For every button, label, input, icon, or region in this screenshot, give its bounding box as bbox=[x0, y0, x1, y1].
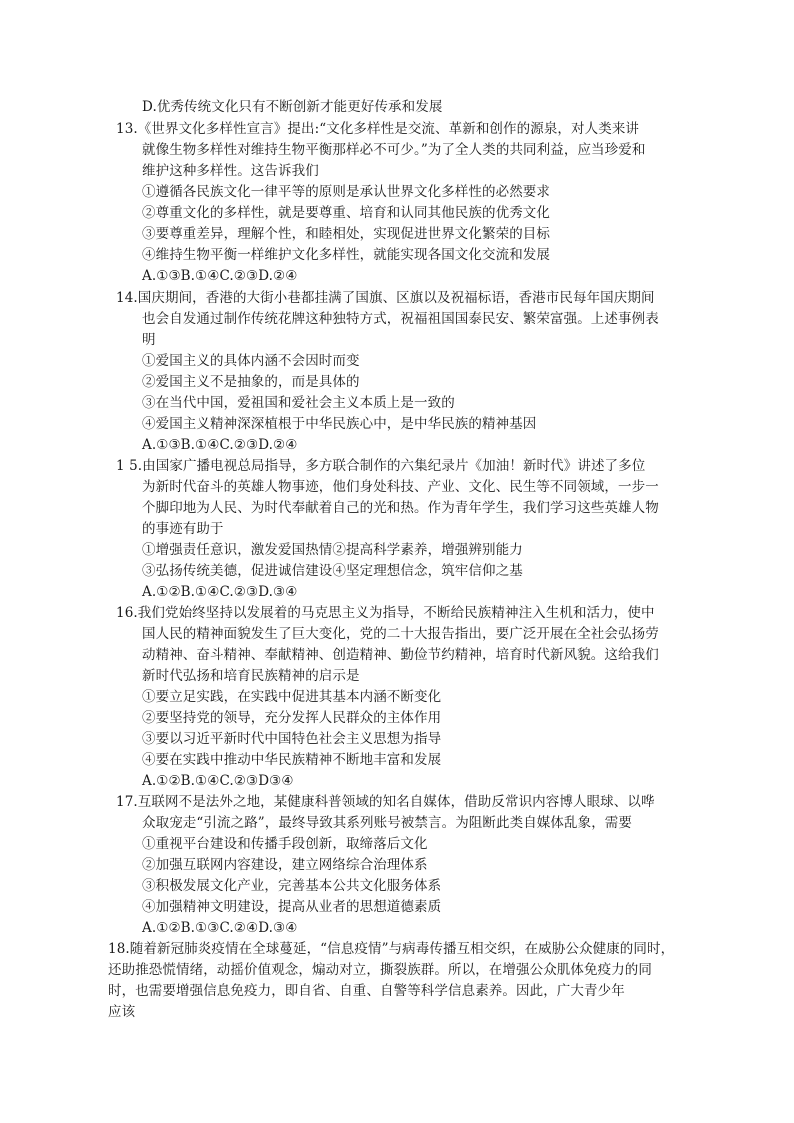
text-line: 维护这种多样性。这告诉我们 bbox=[142, 163, 319, 179]
text-line: 还助推恐慌情绪，动摇价值观念，煽动对立，撕裂族群。所以，在增强公众肌体免疫力的同 bbox=[108, 962, 652, 978]
text-line: ④加强精神文明建设，提高从业者的思想道德素质 bbox=[142, 899, 442, 915]
text-line: 17.互联网不是法外之地，某健康科普领域的知名自媒体，借助反常识内容博人眼球、以哗 bbox=[116, 794, 655, 810]
text-line: 16.我们党始终坚持以发展着的马克思主义为指导，不断给民族精神注入生机和活力，使中 bbox=[116, 605, 655, 621]
text-line: ③在当代中国，爱祖国和爱社会主义本质上是一致的 bbox=[142, 395, 455, 411]
text-line: ④要在实践中推动中华民族精神不断地丰富和发展 bbox=[142, 752, 442, 768]
text-line: ①遵循各民族文化一律平等的原则是承认世界文化多样性的必然要求 bbox=[142, 184, 550, 200]
text-line: ②爱国主义不是抽象的，而是具体的 bbox=[142, 374, 360, 390]
text-line: 1 5.由国家广播电视总局指导，多方联合制作的六集纪录片《加油！新时代》讲述了多位 bbox=[116, 458, 646, 474]
text-line: 动精神、奋斗精神、奉献精神、创造精神、勤俭节约精神，培育时代新风貌。这给我们 bbox=[142, 647, 659, 663]
text-line: ③要尊重差异，理解个性，和睦相处，实现促进世界文化繁荣的目标 bbox=[142, 226, 550, 242]
text-line: A.①②B.①③C.②④D.③④ bbox=[142, 920, 298, 936]
text-line: 应该 bbox=[108, 1004, 136, 1020]
text-line: ②尊重文化的多样性，就是要尊重、培育和认同其他民族的优秀文化 bbox=[142, 205, 550, 221]
text-line: 国人民的精神面貌发生了巨大变化，党的二十大报告指出，要广泛开展在全社会弘扬劳 bbox=[142, 626, 659, 642]
text-line: 为新时代奋斗的英雄人物事迹，他们身处科技、产业、文化、民生等不同领域，一步一 bbox=[142, 479, 659, 495]
text-line: ③要以习近平新时代中国特色社会主义思想为指导 bbox=[142, 731, 442, 747]
text-line: ②要坚持党的领导，充分发挥人民群众的主体作用 bbox=[142, 710, 442, 726]
text-line: 14.国庆期间，香港的大街小巷都挂满了国旗、区旗以及祝福标语，香港市民每年国庆期间 bbox=[116, 290, 655, 306]
text-line: ①增强责任意识，激发爱国热情②提高科学素养，增强辨别能力 bbox=[142, 542, 523, 558]
text-line: 18.随着新冠肺炎疫情在全球蔓延，“信息疫情”与病毒传播互相交织，在威胁公众健康的同时， bbox=[108, 941, 675, 957]
text-line: 的事迹有助于 bbox=[142, 521, 224, 537]
text-line: ②加强互联网内容建设，建立网络综合治理体系 bbox=[142, 857, 428, 873]
text-line: ③积极发展文化产业，完善基本公共文化服务体系 bbox=[142, 878, 442, 894]
text-line: ③弘扬传统美德，促进诚信建设④坚定理想信念，筑牢信仰之基 bbox=[142, 563, 523, 579]
text-line: 众取宠走“引流之路”，最终导致其系列账号被禁言。为阻断此类自媒体乱象，需要 bbox=[142, 815, 633, 831]
text-line: ④维持生物平衡一样维护文化多样性，就能实现各国文化交流和发展 bbox=[142, 247, 550, 263]
text-line: A.①②B.①④C.②③D③④ bbox=[142, 773, 294, 789]
text-line: ①要立足实践，在实践中促进其基本内涵不断变化 bbox=[142, 689, 442, 705]
text-line: 新时代弘扬和培育民族精神的启示是 bbox=[142, 668, 360, 684]
text-line: 也会自发通过制作传统花牌这种独特方式，祝福祖国国泰民安、繁荣富强。上述事例表 bbox=[142, 311, 659, 327]
text-line: A.①③B.①④C.②③D.②④ bbox=[142, 437, 298, 453]
text-line: 时，也需要增强信息免疫力，即自省、自重、自警等科学信息素养。因此，广大青少年 bbox=[108, 983, 625, 999]
text-line: 明 bbox=[142, 332, 156, 348]
text-line: 个脚印地为人民、为时代奉献着自己的光和热。作为青年学生，我们学习这些英雄人物 bbox=[142, 500, 659, 516]
text-line: D.优秀传统文化只有不断创新才能更好传承和发展 bbox=[142, 99, 443, 115]
text-line: A.①②B.①④C.②③D.③④ bbox=[142, 584, 298, 600]
text-line: ①爱国主义的具体内涵不会因时而变 bbox=[142, 353, 360, 369]
text-line: ④爱国主义精神深深植根于中华民族心中，是中华民族的精神基因 bbox=[142, 416, 537, 432]
text-line: ①重视平台建设和传播手段创新，取缔落后文化 bbox=[142, 836, 428, 852]
text-line: A.①③B.①④C.②③D.②④ bbox=[142, 268, 298, 284]
text-line: 13.《世界文化多样性宣言》提出:“文化多样性是交流、革新和创作的源泉，对人类来讲 bbox=[116, 121, 640, 137]
text-line: 就像生物多样性对维持生物平衡那样必不可少。”为了全人类的共同利益，应当珍爱和 bbox=[142, 142, 646, 158]
